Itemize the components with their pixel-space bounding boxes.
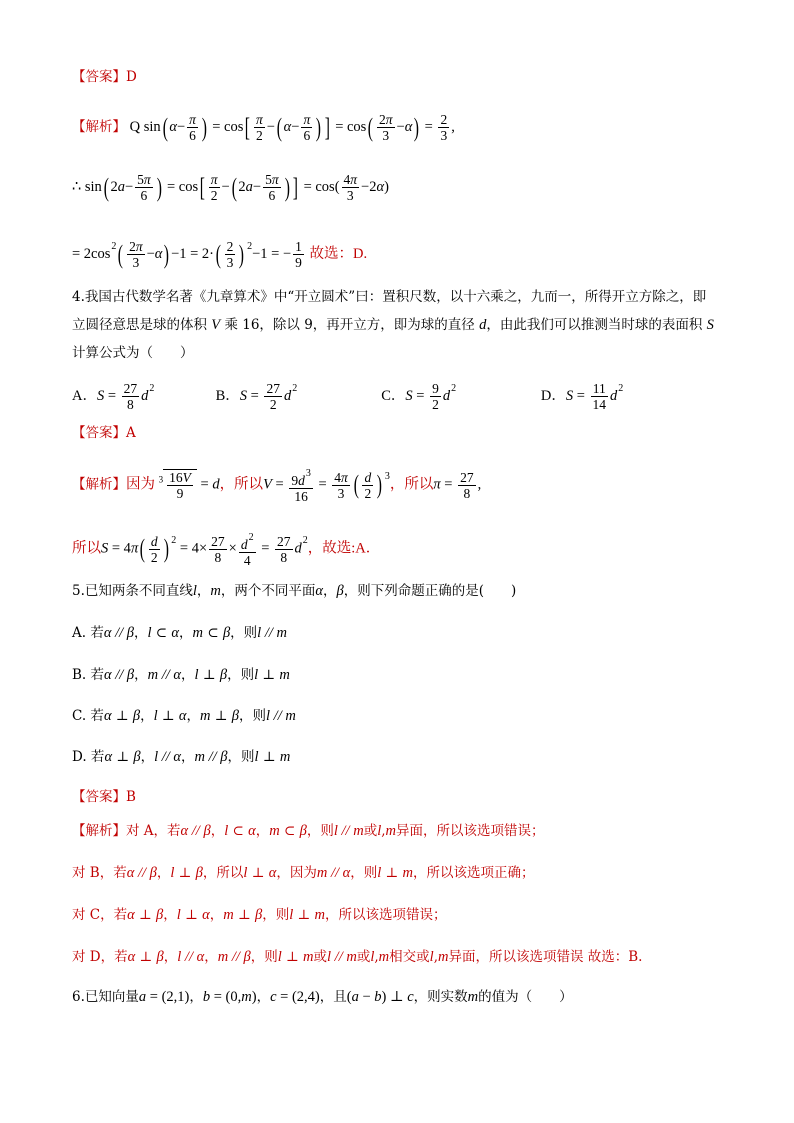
analysis-text: 对 A，若 — [126, 823, 181, 839]
analysis-text: ，所以 — [202, 865, 244, 881]
analysis-text: ，所以该选项正确； — [413, 865, 535, 881]
question-text: ，由此我们可以推测当时球的表面积 — [486, 317, 703, 333]
analysis-text: 异面，所以该选项错误 故选：B. — [448, 949, 643, 965]
option-label: D. 若 — [72, 749, 105, 765]
question-text: ，两个不同平面 — [220, 583, 316, 599]
analysis-text: ，则 — [262, 907, 290, 923]
option-text: 则 — [252, 708, 267, 724]
q3-analysis-line-1: 【解析】 Q sin( α− $\frac{\pi}{6}$ ) = cos[ $\frac{\pi}{2}$ −( α− $\frac{\pi}{6}$ ) ] = cos( $\frac{2\pi}{3}$ −α) = $\frac{2}{3}$ , — [72, 112, 455, 143]
q5-analysis-d: 对 D，若α ⊥ β，l // α，m // β，则l ⊥ m或l // m或l,m相交或l,m异面，所以该选项错误 故选：B. — [72, 949, 643, 965]
question-text: 已知向量 — [84, 989, 139, 1005]
option-text: 则 — [241, 749, 255, 765]
option-label: D． — [540, 388, 566, 404]
option-text: 则 — [240, 667, 255, 683]
analysis-text: 对 D，若 — [72, 949, 128, 965]
therefore-symbol: Q — [129, 118, 141, 135]
analysis-text: 异面，所以该选项错误； — [396, 823, 545, 839]
analysis-text: 或 — [356, 949, 371, 965]
analysis-tag: 【解析】 — [72, 476, 126, 492]
q4-analysis-line-2: 所以S = 4π( $\frac{d}{2}$ ) $^2$ = 4× $\frac{27}{8}$ × $\frac{d^2}{4}$ = $\frac{27}{8}$ $d^2$，故选:A． — [72, 532, 381, 568]
option-a: A．S = $\frac{27}{8}$ $d^2$ — [72, 381, 155, 413]
answer-tag: 【答案】 — [72, 425, 126, 440]
analysis-tag: 【解析】 — [72, 823, 126, 838]
analysis-text: 所以 — [72, 540, 101, 557]
question-number: 4. — [72, 289, 85, 305]
q6-stem: 6.已知向量a = (2,1)，b = (0,m)，c = (2,4)，且(a − b) ⊥ c，则实数m的值为（ ） — [72, 989, 573, 1005]
analysis-text: 或 — [313, 949, 328, 965]
conclusion: 故选：D. — [309, 246, 368, 262]
question-number: 6. — [72, 989, 85, 1005]
question-text: 我国古代数学名著《九章算术》中“开立圆术”曰：置积尺数，以十六乘之，九而一，所得开立方除之，即 — [84, 289, 707, 305]
option-label: A. 若 — [72, 625, 104, 641]
option-b: B．S = $\frac{27}{2}$ $d^2$ — [215, 381, 298, 413]
q3-answer-line — [72, 66, 137, 88]
question-text: ，则下列命题正确的是( ) — [343, 583, 517, 599]
answer-value: D — [126, 69, 137, 85]
q5-stem: 5.已知两条不同直线l，m，两个不同平面α，β，则下列命题正确的是( ) — [72, 583, 517, 599]
option-d: D．S = $\frac{11}{14}$ $d^2$ — [540, 381, 624, 413]
analysis-text: ，故选:A． — [307, 540, 381, 557]
q5-option-a: A. 若α // β，l ⊂ α，m ⊂ β，则l // m — [72, 625, 287, 641]
analysis-text: ，则 — [250, 949, 278, 965]
q5-analysis-c: 对 C，若α ⊥ β，l ⊥ α，m ⊥ β，则l ⊥ m，所以该选项错误； — [72, 907, 447, 923]
analysis-text: ，则 — [350, 865, 378, 881]
analysis-text: 因为 — [126, 476, 155, 493]
option-c: C．S = $\frac{9}{2}$ $d^2$ — [381, 381, 457, 413]
question-text: ，且 — [319, 989, 347, 1005]
analysis-text: 或 — [363, 823, 378, 839]
analysis-text: 对 C，若 — [72, 907, 128, 923]
option-label: C. 若 — [72, 708, 104, 724]
question-text: 立圆径意思是球的体积 — [72, 317, 207, 333]
answer-tag: 【答案】 — [72, 69, 126, 84]
question-number: 5. — [72, 583, 85, 599]
answer-value: B — [126, 789, 136, 805]
option-label: A． — [72, 388, 97, 404]
q3-analysis-line-2: ∴ sin( 2a− $\frac{5\pi}{6}$ ) = cos[ $\frac{\pi}{2}$ −( 2a− $\frac{5\pi}{6}$ ) ] = cos( $\frac{4\pi}{3}$ −2α) — [72, 172, 389, 203]
option-label: C． — [381, 388, 406, 404]
question-text: 乘 16，除以 9，再开立方，即为球的直径 — [224, 317, 475, 333]
option-text: 则 — [243, 625, 258, 641]
q3-analysis-line-3: = $2\cos^2$( $\frac{2\pi}{3}$ −α) −1 = 2·( $\frac{2}{3}$ ) $^2$−1 = − $\frac{1}{9}$ 故选：D. — [72, 239, 368, 271]
option-label: B. 若 — [72, 667, 105, 683]
analysis-text: ，所以 — [389, 476, 434, 493]
q5-option-c: C. 若α ⊥ β，l ⊥ α，m ⊥ β，则l // m — [72, 708, 296, 724]
q5-answer-line — [72, 786, 136, 808]
analysis-text: 相交或 — [389, 949, 430, 965]
analysis-tag: 【解析】 — [72, 118, 126, 134]
analysis-text: ，所以该选项错误； — [325, 907, 447, 923]
q4-stem-line-2: 立圆径意思是球的体积 V 乘 16，除以 9，再开立方，即为球的直径 d，由此我们可以推测当时球的表面积 S — [72, 317, 714, 333]
therefore-symbol: ∴ — [72, 178, 82, 195]
answer-tag: 【答案】 — [72, 789, 126, 804]
question-text: 的值为（ ） — [478, 989, 573, 1005]
q5-option-b: B. 若α // β，m // α，l ⊥ β，则l ⊥ m — [72, 667, 290, 683]
q4-stem-line-3 — [72, 342, 194, 364]
q5-analysis-b: 对 B，若α // β，l ⊥ β，所以l ⊥ α，因为m // α，则l ⊥ m，所以该选项正确； — [72, 865, 535, 881]
answer-value: A — [126, 425, 136, 441]
analysis-text: ，则 — [306, 823, 334, 839]
q4-options — [72, 378, 623, 412]
q5-analysis-a: 【解析】对 A，若α // β，l ⊂ α，m ⊂ β，则l // m或l,m异面，所以该选项错误； — [72, 823, 545, 839]
q4-answer-line — [72, 422, 136, 444]
analysis-text: 对 B，若 — [72, 865, 127, 881]
q4-stem-line-1 — [72, 286, 706, 308]
question-text: 计算公式为（ ） — [72, 345, 194, 361]
option-label: B． — [215, 388, 240, 404]
q4-analysis-line-1: 【解析】因为 $^3$ $\frac{16V}{9}$ = d，所以V = $\frac{9d^3}{16}$ = $\frac{4\pi}{3}$ ( $\frac{d}{2}$ ) $^3$，所以π = $\frac{27}{8}$ , — [72, 468, 482, 504]
question-text: ，则实数 — [413, 989, 468, 1005]
analysis-text: ，所以 — [219, 476, 264, 493]
question-text: 已知两条不同直线 — [84, 583, 193, 599]
q5-option-d: D. 若α ⊥ β，l // α，m // β，则l ⊥ m — [72, 749, 291, 765]
analysis-text: ，因为 — [276, 865, 317, 881]
